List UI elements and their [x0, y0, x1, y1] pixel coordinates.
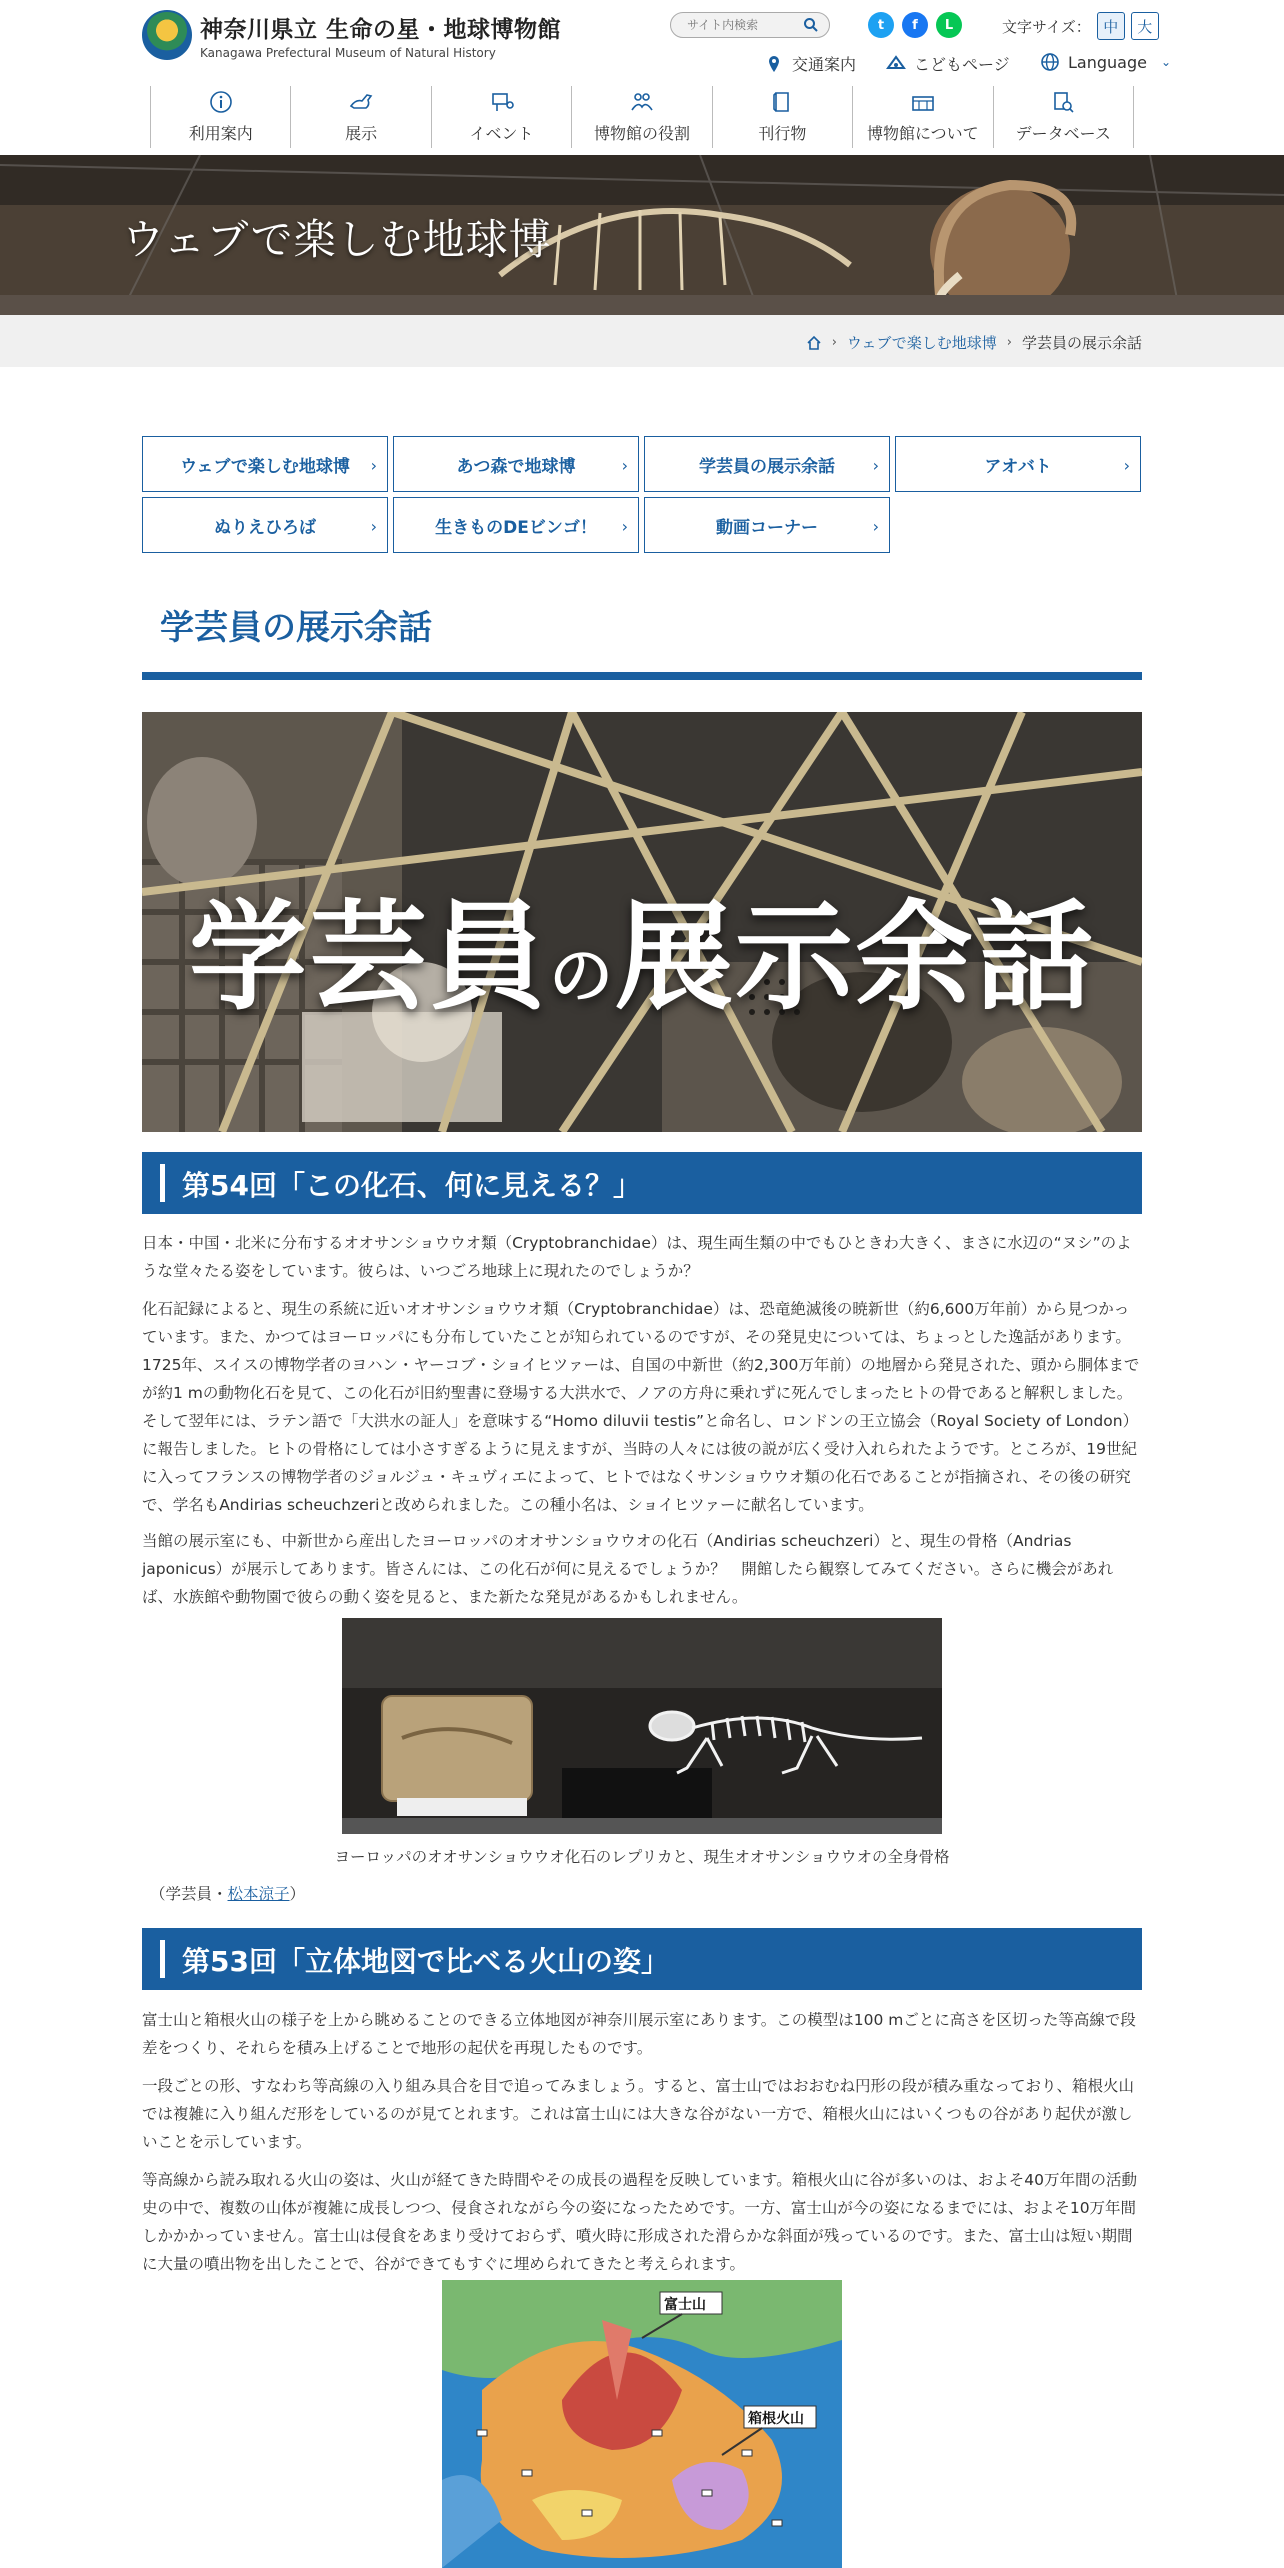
subnav-coloring[interactable]: [142, 497, 388, 553]
subnav-aobato[interactable]: [895, 436, 1141, 492]
subnav-atsumori[interactable]: [393, 436, 639, 492]
map-pin-icon: [764, 54, 784, 74]
banner-title-part: 展示余話: [615, 887, 1096, 1026]
search-input[interactable]: [687, 18, 797, 32]
nav-item-events[interactable]: [431, 86, 571, 148]
globe-icon: [1040, 52, 1060, 72]
chevron-right-icon: ›: [1123, 456, 1130, 475]
chevron-down-icon: ⌄: [1160, 55, 1172, 69]
banner-title-part: 学芸員: [188, 887, 549, 1026]
article-paragraph: 当館の展示室にも、中新世から産出したヨーロッパのオオサンショウウオの化石（Andirias scheuchzeri）と、現生の骨格（Andrias japonicus）が展示してあります。皆さんには、この化石が何に見えるでしょうか？ 開館したら観察してみてください。さらに機会があれば、水族館や動物園で彼らの動く姿を見ると、また新たな発見があるかもしれません。: [142, 1532, 1114, 1606]
author-credit: [150, 1882, 305, 1904]
title-underline: [142, 672, 1142, 680]
article-paragraph: 等高線から読み取れる火山の姿は、火山が経てきた時間やその成長の過程を反映しています。箱根火山に谷が多いのは、およそ40万年間の活動史の中で、複数の山体が複雑に成長しつつ、侵食されながら今の姿になったためです。一方、富士山が今の姿になるまでには、およそ10万年間しかかかっていません。富士山は侵食をあまり受けておらず、噴火時に形成された滑らかな斜面が残っているのです。また、富士山は短い期間に大量の噴出物を出したことで、谷ができてもすぐに埋められてきたと考えられます。: [142, 2171, 1137, 2273]
subnav-curator-talk[interactable]: [644, 436, 890, 492]
site-header: [0, 0, 1284, 155]
article-paragraph: 一段ごとの形、すなわち等高線の入り組み具合を目で追ってみましょう。すると、富士山ではおおむね円形の段が積み重なっており、箱根火山では複雑に入り組んだ形をしているのが見てとれます。これは富士山には大きな谷がない一方で、箱根火山にはいくつもの谷があり起伏が激しいことを示しています。: [142, 2077, 1135, 2151]
info-icon: [208, 89, 234, 115]
subnav-label: ぬりえひろば: [214, 517, 316, 538]
event-board-icon: [489, 89, 515, 115]
nav-item-label: イベント: [469, 124, 534, 143]
hero-title: ウェブで楽しむ地球博: [122, 215, 552, 264]
nav-item-guide[interactable]: [150, 86, 290, 148]
search-icon[interactable]: [803, 17, 819, 33]
chevron-right-icon: ›: [621, 456, 628, 475]
logo-subtitle: Kanagawa Prefectural Museum of Natural History: [200, 45, 496, 60]
site-search: [670, 12, 830, 38]
util-link-label: Language: [1068, 52, 1147, 72]
banner-title: [142, 862, 1142, 1032]
home-icon[interactable]: [806, 335, 822, 351]
font-size-control: [1002, 12, 1159, 40]
heading-accent-bar: [160, 1164, 165, 1202]
fossil-and-skeleton-image: [342, 1618, 942, 1834]
nav-item-about[interactable]: [852, 86, 992, 148]
nav-item-role[interactable]: [571, 86, 711, 148]
subnav-label: 生きものDEビンゴ！: [435, 517, 597, 538]
util-link-label: 交通案内: [792, 55, 857, 74]
section-heading-text: 第53回「立体地図で比べる火山の姿」: [182, 1945, 669, 1978]
dinosaur-icon: [348, 89, 374, 115]
curator-talk-banner: [142, 712, 1142, 1132]
nav-item-label: データベース: [1015, 124, 1111, 143]
subnav-video[interactable]: [644, 497, 890, 553]
heading-accent-bar: [160, 1940, 165, 1978]
page-title: 学芸員の展示余話: [160, 608, 432, 648]
social-links: [868, 12, 962, 38]
book-icon: [769, 89, 795, 115]
article-paragraph: 化石記録によると、現生の系統に近いオオサンショウウオ類（Cryptobranchidae）は、恐竜絶滅後の暁新世（約6,600万年前）から見つかっています。また、かつてはヨーロッパにも分布していたことが知られているのですが、その発見史については、ちょっとした逸話があります。1725年、スイスの博物学者のヨハン・ヤーコブ・ショイヒツァーは、自国の中新世（約2,300万年前）の地層から発見された、頭から胴体までが約1 mの動物化石を見て、この化石が旧約聖書に登場する大洪水で、ノアの方舟に乗れずに死んでしまったヒトの骨であると解釈しました。そして翌年には、ラテン語で「大洪水の証人」を意味する“Homo diluvii testis”と命名し、ロンドンの王立協会（Royal Society of London）に報告しました。ヒトの骨格にしては小さすぎるように見えますが、当時の人々には彼の説が広く受け入れられたようです。ところが、19世紀に入ってフランスの博物学者のジョルジュ・キュヴィエによって、ヒトではなくサンショウウオ類の化石であることが指摘され、その後の研究で、学名もAndirias scheuchzeriと改められました。この種小名は、ショイヒツァーに献名しています。: [142, 1300, 1140, 1514]
banner-title-part: の: [549, 939, 615, 1014]
facebook-icon[interactable]: f: [902, 12, 928, 38]
subnav-label: 動画コーナー: [716, 517, 818, 538]
chevron-right-icon: ›: [370, 517, 377, 536]
chevron-right-icon: ›: [872, 517, 879, 536]
breadcrumb-link-web[interactable]: ウェブで楽しむ地球博: [846, 334, 997, 352]
font-size-medium-button[interactable]: 中: [1097, 12, 1125, 40]
section-heading-53: [142, 1928, 1142, 1990]
figure-caption: ヨーロッパのオオサンショウウオ化石のレプリカと、現生オオサンショウウオの全身骨格: [334, 1848, 950, 1866]
credit-prefix: （学芸員・: [150, 1885, 228, 1903]
breadcrumb-separator: ›: [1006, 335, 1012, 350]
breadcrumb-current: 学芸員の展示余話: [1021, 334, 1142, 352]
nav-item-label: 博物館の役割: [593, 124, 690, 143]
nav-item-publications[interactable]: [712, 86, 852, 148]
section-subnav: [142, 436, 1142, 553]
global-nav: [150, 86, 1134, 148]
line-icon[interactable]: L: [936, 12, 962, 38]
map-label-fuji: 富士山: [664, 2297, 706, 2313]
kids-page-icon: [886, 54, 906, 74]
util-link-access[interactable]: [764, 52, 856, 75]
nav-item-label: 刊行物: [758, 124, 807, 143]
breadcrumb-separator: ›: [831, 335, 837, 350]
nav-item-exhibits[interactable]: [290, 86, 430, 148]
section-heading-54: [142, 1152, 1142, 1214]
article-paragraph: 富士山と箱根火山の様子を上から眺めることのできる立体地図が神奈川展示室にあります。この模型は100 mごとに高さを区切った等高線で段差をつくり、それらを積み上げることで地形の起伏を再現したものです。: [142, 2011, 1136, 2057]
nav-item-label: 博物館について: [866, 124, 979, 143]
map-label-hakone: 箱根火山: [748, 2411, 804, 2427]
nav-item-database[interactable]: [993, 86, 1134, 148]
relief-map-photo: [442, 2280, 842, 2568]
chevron-right-icon: ›: [370, 456, 377, 475]
chevron-right-icon: ›: [621, 517, 628, 536]
font-size-label: 文字サイズ：: [1002, 17, 1091, 36]
author-link[interactable]: 松本涼子: [227, 1885, 290, 1903]
nav-item-label: 利用案内: [188, 124, 253, 143]
twitter-icon[interactable]: t: [868, 12, 894, 38]
hero-banner: [0, 155, 1284, 315]
museum-emblem-icon: [142, 10, 192, 60]
util-link-label: こどもページ: [914, 55, 1010, 74]
font-size-large-button[interactable]: 大: [1131, 12, 1159, 40]
subnav-label: 学芸員の展示余話: [699, 456, 835, 477]
museum-building-icon: [910, 89, 936, 115]
database-search-icon: [1050, 89, 1076, 115]
section-heading-text: 第54回「この化石、何に見える？」: [182, 1169, 641, 1202]
util-link-language[interactable]: [1040, 52, 1171, 72]
article-paragraph: 日本・中国・北米に分布するオオサンショウウオ類（Cryptobranchidae）は、現生両生類の中でもひときわ大きく、まさに水辺の“ヌシ”のような堂々たる姿をしています。彼らは、いつごろ地球上に現れたのでしょうか？: [142, 1234, 1132, 1280]
subnav-label: あつ森で地球博: [456, 456, 576, 477]
site-logo[interactable]: [142, 10, 561, 60]
chevron-right-icon: ›: [872, 456, 879, 475]
nav-item-label: 展示: [345, 124, 378, 143]
subnav-label: アオバト: [984, 456, 1052, 477]
logo-title: 神奈川県立 生命の星・地球博物館: [200, 16, 562, 43]
salamander-fossil-photo: [342, 1618, 942, 1834]
util-link-kids[interactable]: [886, 52, 1010, 75]
subnav-bingo[interactable]: [393, 497, 639, 553]
people-icon: [629, 89, 655, 115]
subnav-web-museum[interactable]: [142, 436, 388, 492]
breadcrumb: [0, 315, 1284, 367]
subnav-label: ウェブで楽しむ地球博: [180, 456, 350, 477]
credit-suffix: ）: [289, 1885, 306, 1903]
